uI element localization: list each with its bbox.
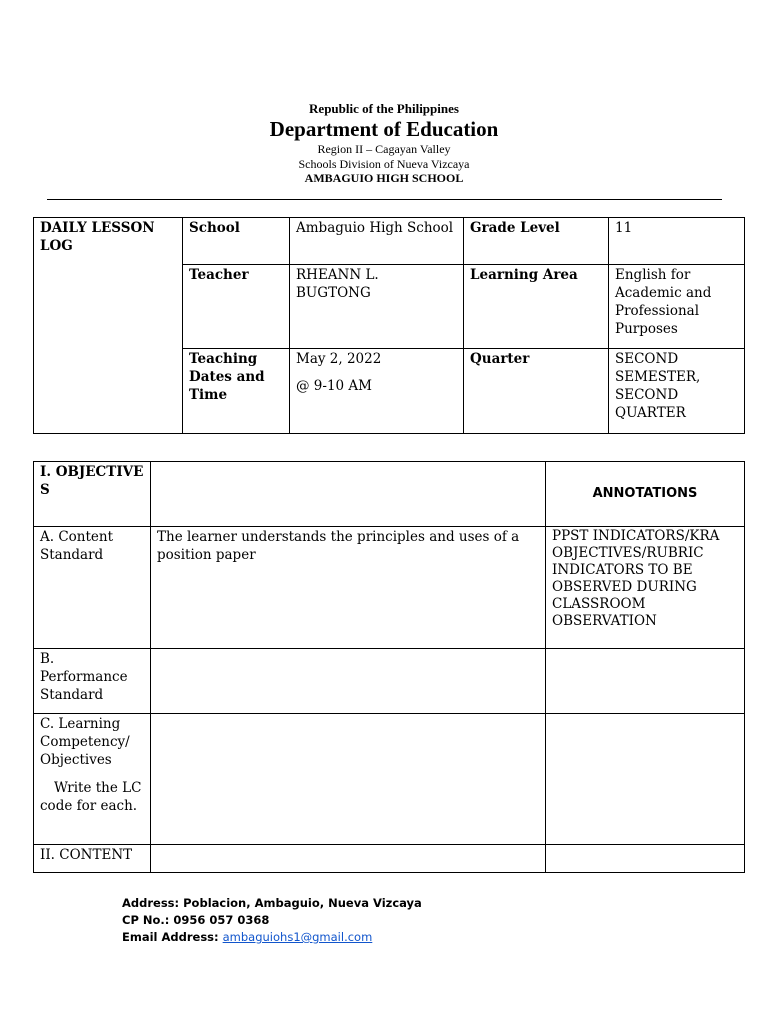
teaching-dates-value	[290, 349, 464, 434]
performance-standard-label: B. Performance Standard	[34, 649, 151, 714]
school-value: Ambaguio High School	[290, 218, 464, 265]
learning-competency-value	[151, 714, 546, 845]
footer-cp-number: CP No.: 0956 057 0368	[122, 913, 270, 927]
grade-level-label: Grade Level	[464, 218, 609, 265]
email-link[interactable]: ambaguiohs1@gmail.com	[222, 930, 373, 944]
objectives-blank-cell	[151, 462, 546, 527]
annotations-label: ANNOTATIONS	[546, 462, 745, 527]
grade-level-value: 11	[609, 218, 745, 265]
teacher-label: Teacher	[183, 265, 290, 349]
learning-area-label: Learning Area	[464, 265, 609, 349]
dll-label: DAILY LESSON LOG	[34, 218, 183, 434]
republic-heading: Republic of the Philippines	[309, 101, 459, 116]
teaching-dates-label: Teaching Dates and Time	[183, 349, 290, 434]
region-line: Region II – Cagayan Valley	[317, 142, 451, 156]
footer-email-label: Email Address:	[122, 930, 223, 944]
objectives-label: I. OBJECTIVES	[34, 462, 151, 527]
department-heading: Department of Education	[269, 117, 499, 141]
learning-competency-label: C. Learning Competency/ Objectives	[40, 716, 130, 768]
content-value	[151, 845, 546, 873]
lesson-info-table	[33, 217, 745, 434]
division-line: Schools Division of Nueva Vizcaya	[298, 157, 470, 171]
content-label: II. CONTENT	[34, 845, 151, 873]
quarter-label: Quarter	[464, 349, 609, 434]
objectives-table	[33, 461, 745, 873]
learning-competency-cell	[34, 714, 151, 845]
school-label: School	[183, 218, 290, 265]
footer-email-line	[122, 930, 372, 944]
learning-competency-annotation	[546, 714, 745, 845]
time-value: @ 9-10 AM	[296, 378, 372, 394]
learning-area-value: English for Academic and Professional Purposes	[609, 265, 745, 349]
learning-competency-note: Write the LC code for each.	[40, 780, 142, 814]
school-heading: AMBAGUIO HIGH SCHOOL	[304, 171, 464, 185]
content-standard-label: A. Content Standard	[34, 527, 151, 649]
annotation-value: PPST INDICATORS/KRA OBJECTIVES/RUBRIC INDICATORS TO BE OBSERVED DURING CLASSROOM OBSERVATION	[546, 527, 745, 649]
header-divider	[47, 199, 722, 200]
date-value: May 2, 2022	[296, 351, 382, 367]
content-standard-value: The learner understands the principles and uses of a position paper	[151, 527, 546, 649]
performance-standard-value	[151, 649, 546, 714]
footer-address: Address: Poblacion, Ambaguio, Nueva Vizcaya	[122, 896, 422, 910]
content-annotation	[546, 845, 745, 873]
performance-annotation	[546, 649, 745, 714]
quarter-value: SECOND SEMESTER, SECOND QUARTER	[609, 349, 745, 434]
teacher-value: RHEANN L. BUGTONG	[290, 265, 464, 349]
